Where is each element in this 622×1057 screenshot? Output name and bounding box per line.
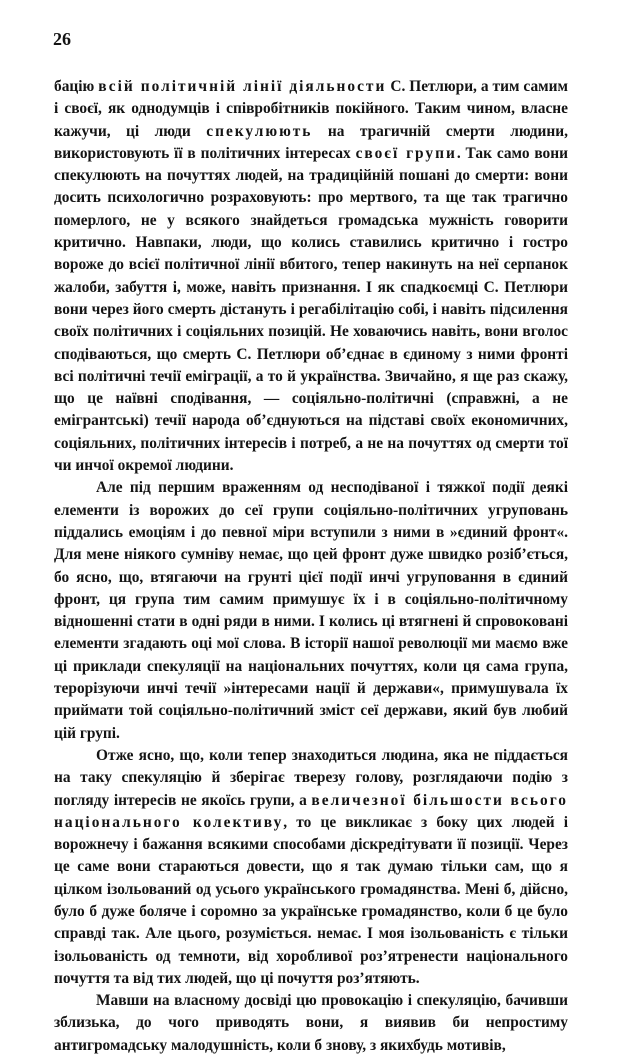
paragraph-1: [54, 76, 568, 477]
emphasized-text: всій політичній лінії діяльности: [98, 78, 387, 95]
text-segment: Мавши на власному досвіді цю провокацію і спекуляцію, бачивши зблизька, до чого приводять вони, я виявив би непростиму антигромадську малодушність, коли б знову, з якихбудь мотивів,: [54, 992, 568, 1054]
paragraph-4: [54, 990, 568, 1057]
emphasized-text: спекулюють: [206, 122, 313, 140]
text-segment: на трагичній смерти людини, використовують її в політичних інтересах: [54, 122, 569, 162]
text-segment: Отже ясно, що, коли тепер знаходиться людина, яка не піддається на таку спекуляцію й зберігає тверезу голову, розглядаючи подію з погляду інтересів не якоїсь групи, а: [54, 746, 568, 809]
paragraph-3: [54, 745, 568, 990]
body-text: [54, 76, 568, 1057]
emphasized-text: величезної більшости всього національного колективу: [54, 791, 568, 831]
page-number: 26: [53, 29, 71, 49]
text-segment: Але під першим враженням од несподіваної і тяжкої події деякі елементи із ворожих до сеї групи соціяльно-політичних угруповань піддались емоціям і до певної міри вступили з ними в »єдиний фронт«. Для мене ніякого сумніву немає, що цей фронт дуже швидко розіб’ється, бо ясно, що, втягаючи на грунті цієї події инчі угруповання в єдиний фронт, ця група тим самим примушує їх і в соціяльно-політичному відношенні стати в одні ряди в ними. І колись ці втягнені й спровоковані елементи згадають оці мої слова. В історії нашої революції ми маємо вже ці приклади спекуляції на національних почуттях, коли ця сама група, терорізуючи инчі течії »інтересами нації й держави«, примушувала їх приймати той соціяльно-політичний зміст сеї держави, який був любий цій групі.: [54, 479, 568, 742]
text-segment: , то це викликає з боку цих людей і ворожнечу і бажання всякими способами діскредітувати її позиції. Через це саме вони стараються довести, що я так думаю тільки сам, що я цілком ізольований од усього українського громадянства. Мені б, дійсно, було б дуже боляче і соромно за українське громадянство, коли б це було справді так. Але цього, розуміється. немає. І моя ізольованість є тільки ізольованість од темноти, від хоробливої роз’ятренести національного почуття та від тих людей, що ці почуття роз’ятяють.: [54, 813, 568, 987]
emphasized-text: своєї групи: [355, 144, 457, 162]
text-segment: . Так само вони спекулюють на почуттях людей, на традиційній пошані до смерти: вони досить психологично розраховують: про мертвого, та ще так трагично померлого, не у всякого знайдеться громадська мужність говорити критично. Навпаки, люди, що колись ставились критично і гостро вороже до всієї політичної лінії вбитого, тепер накинуть на неї серпанок жалоби, забуття і, може, навіть признання. І як спадкоємці С. Петлюри вони через його смерть дістануть і регабілітацію собі, і навіть підсилення своїх політичних і соціяльних позицій. Не ховаючись навіть, вони вголос сподіваються, що смерть С. Петлюри об’єднає в єдиному з ними фронті всі політичні течії еміграції, а то й українства. Звичайно, я ще раз скажу, що це наївні сподівання, — соціяльно-політичні (справжні, а не емігрантські) течії народа об’єднуються на підставі своїх економичних, соціяльних, політичних інтересів і потреб, а не на почуттях од смерти тої чи инчої окремої людини.: [54, 144, 568, 475]
text-segment: С. Петлюри, а тим самим і своєї, як однодумців і співробітників покійного. Таким чином, власне кажучи, ці люди: [54, 78, 568, 140]
paragraph-2: [54, 477, 568, 745]
text-segment: бацію: [54, 78, 99, 95]
